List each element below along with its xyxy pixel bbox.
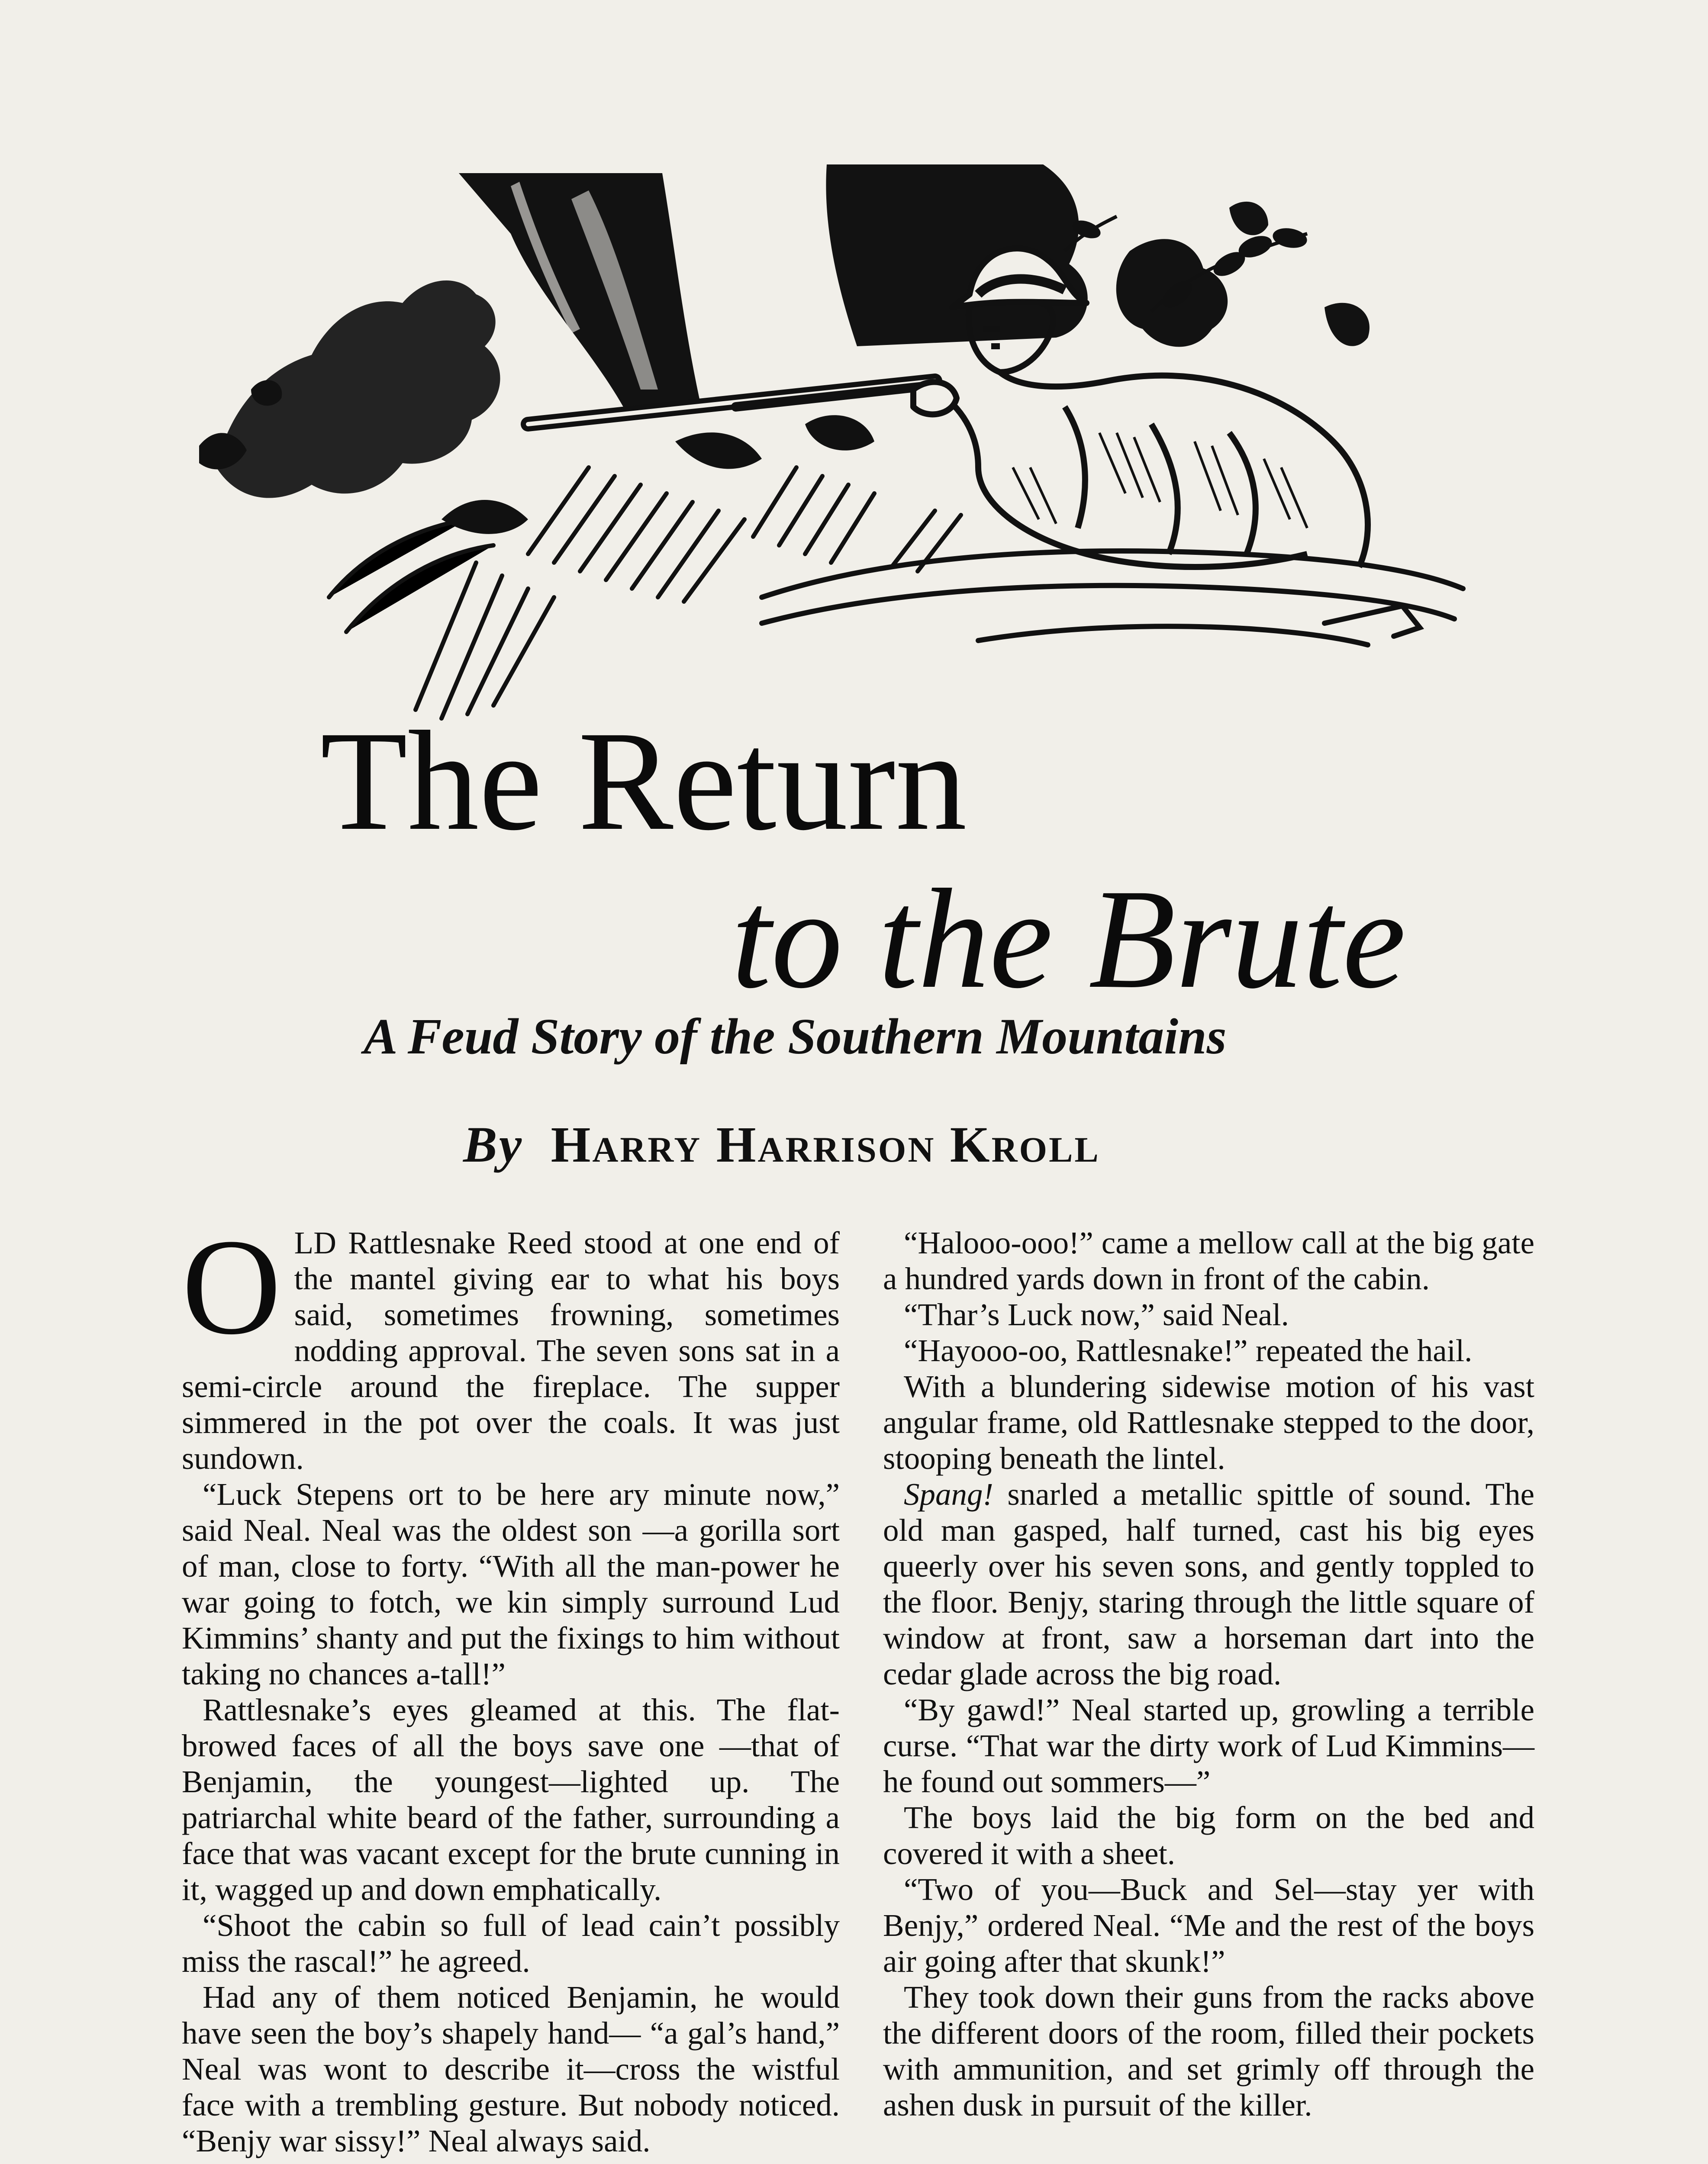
- left-column: [182, 1211, 840, 2159]
- drop-cap: O: [182, 1211, 281, 1363]
- paragraph: Rattlesnake’s eyes gleamed at this. The flat-browed faces of all the boys save one —that of Benjamin, the youngest—lighted up. The patriarchal white beard of the father, surrounding a face that was vacant except for the brute cunning in it, wagged up and down emphatically.: [182, 1692, 840, 1907]
- rifleman-in-brush-illustration: [199, 164, 1480, 731]
- paragraph-text: LD Rattlesnake Reed stood at one end of the mantel giving ear to what his boys said, sometimes frowning, sometimes nodding approval. The seven sons sat in a semi-circle around the fireplace. The supper simmered in the pot over the coals. It was just sundown.: [182, 1225, 840, 1476]
- byline-prefix: By: [463, 1116, 524, 1173]
- article-subtitle: A Feud Story of the Southern Mountains: [364, 1008, 1227, 1065]
- spang-word: Spang!: [904, 1477, 993, 1512]
- paragraph: They took down their guns from the racks above the different doors of the room, filled their pockets with ammunition, and set grimly off through the ashen dusk in pursuit of the killer.: [883, 1980, 1534, 2122]
- paragraph: [883, 1476, 1534, 1692]
- article-title-line-2: to the Brute: [732, 860, 1406, 1018]
- paragraph: “Shoot the cabin so full of lead cain’t possibly miss the rascal!” he agreed.: [182, 1908, 840, 1979]
- paragraph: “Halooo-ooo!” came a mellow call at the big gate a hundred yards down in front of the cabin.: [883, 1225, 1534, 1296]
- article-title-line-1: The Return: [320, 702, 967, 860]
- paragraph: “By gawd!” Neal started up, growling a terrible curse. “That war the dirty work of Lud Kimmins—he found out sommers—”: [883, 1692, 1534, 1799]
- right-column: [883, 1225, 1534, 2123]
- byline: [463, 1117, 1100, 1173]
- paragraph: “Hayooo-oo, Rattlesnake!” repeated the hail.: [904, 1333, 1473, 1368]
- paragraph: “Luck Stepens ort to be here ary minute now,” said Neal. Neal was the oldest son —a gorilla sort of man, close to forty. “With all the man-power he war going to fotch, we kin simply surround Lud Kimmins’ shanty and put the fixings to him without taking no chances a-tall!”: [182, 1477, 840, 1691]
- paragraph: The boys laid the big form on the bed and covered it with a sheet.: [883, 1800, 1534, 1871]
- paragraph: Had any of them noticed Benjamin, he would have seen the boy’s shapely hand— “a gal’s hand,” Neal was wont to describe it—cross the wistful face with a trembling gesture. But nobody noticed. “Benjy war sissy!” Neal always said.: [182, 1980, 840, 2158]
- paragraph: [182, 1211, 840, 1476]
- paragraph-text: snarled a metallic spittle of sound. The old man gasped, half turned, cast his big eyes queerly over his seven sons, and gently toppled to the floor. Benjy, staring through the little square of window at front, saw a horseman dart into the cedar glade across the big road.: [883, 1477, 1534, 1691]
- paragraph: “Thar’s Luck now,” said Neal.: [904, 1297, 1289, 1332]
- author-name: Harry Harrison Kroll: [551, 1116, 1100, 1173]
- paragraph: “Two of you—Buck and Sel—stay yer with Benjy,” ordered Neal. “Me and the rest of the boys air going after that skunk!”: [883, 1872, 1534, 1979]
- paragraph: With a blundering sidewise motion of his vast angular frame, old Rattlesnake stepped to the door, stooping beneath the lintel.: [883, 1369, 1534, 1476]
